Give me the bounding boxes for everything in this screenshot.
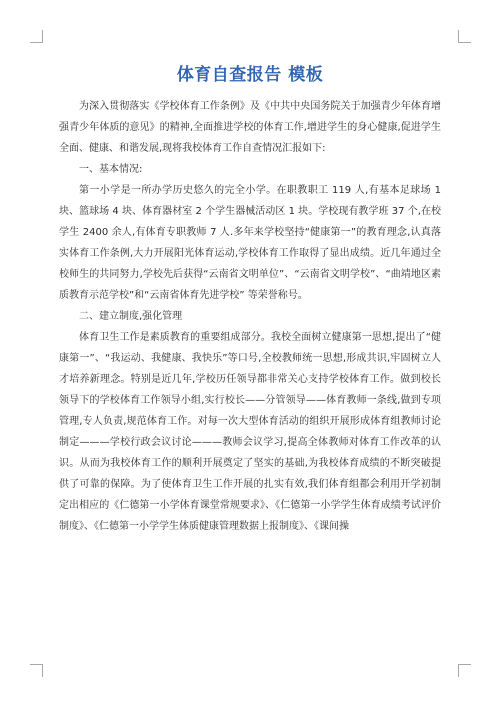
crop-mark-bottom-left xyxy=(30,664,43,677)
intro-paragraph: 为深入贯彻落实《学校体育工作条例》及《中共中央国务院关于加强青少年体育增强青少年体质的意见》的精神,全面推进学校的体育工作,增进学生的身心健康,促进学生全面、健康、和谐发展,现将我校体育工作自查情况汇报如下: xyxy=(59,101,441,154)
section-heading-basic-info: 一、基本情况: xyxy=(79,164,143,175)
section-paragraph-system-management: 体育卫生工作是素质教育的重要组成部分。我校全面树立健康第一思想,提出了“健康第一”、“我运动、我健康、我快乐”等口号,全校教师统一思想,形成共识,牢固树立人才培养新理念。特别是近几年,学校历任领导都非常关心支持学校体育工作。做到校长领导下的学校体育工作领导小组,实行校长——分管领导——体育教师一条线,做到专项管理,专人负责,规范体育工作。对每一次大型体育活动的组织开展形成体育组教师讨论制定———学校行政会议讨论———教师会议学习,提高全体教师对体育工作改革的认识。从而为我校体育工作的顺利开展奠定了坚实的基础,为我校体育成绩的不断突破提供了可靠的保障。为了使体育卫生工作开展的扎实有效,我们体育组都会利用开学初制定出相应的《仁德第一小学体育课堂常规要求》、《仁德第一小学学生体育成绩考试评价制度》、《仁德第一小学学生体质健康管理数据上报制度》、《课间操 xyxy=(59,332,441,532)
crop-mark-top-left xyxy=(30,30,43,43)
document-body xyxy=(59,96,441,537)
crop-mark-top-right xyxy=(458,30,471,43)
section-paragraph-basic-info: 第一小学是一所办学历史悠久的完全小学。在职教职工 119 人,有基本足球场 1 块、篮球场 4 块、体育器材室 2 个学生器械活动区 1 块。学校现有教学班 37 个,在校学生 2400 余人,有体育专职教师 7 人.多年来学校坚持“健康第一”的教育理念,认真落实体育工作条例,大力开展阳光体育运动,学校体育工作取得了显出成绩。近几年通过全校师生的共同努力,学校先后获得“云南省文明单位”、“云南省文明学校”、“曲靖地区素质教育示范学校”和“云南省体育先进学校” 等荣誉称号。 xyxy=(59,185,441,301)
section-heading-system-management: 二、建立制度,强化管理 xyxy=(79,311,183,322)
crop-mark-bottom-right xyxy=(458,664,471,677)
document-title: 体育自查报告 模板 xyxy=(176,65,324,85)
